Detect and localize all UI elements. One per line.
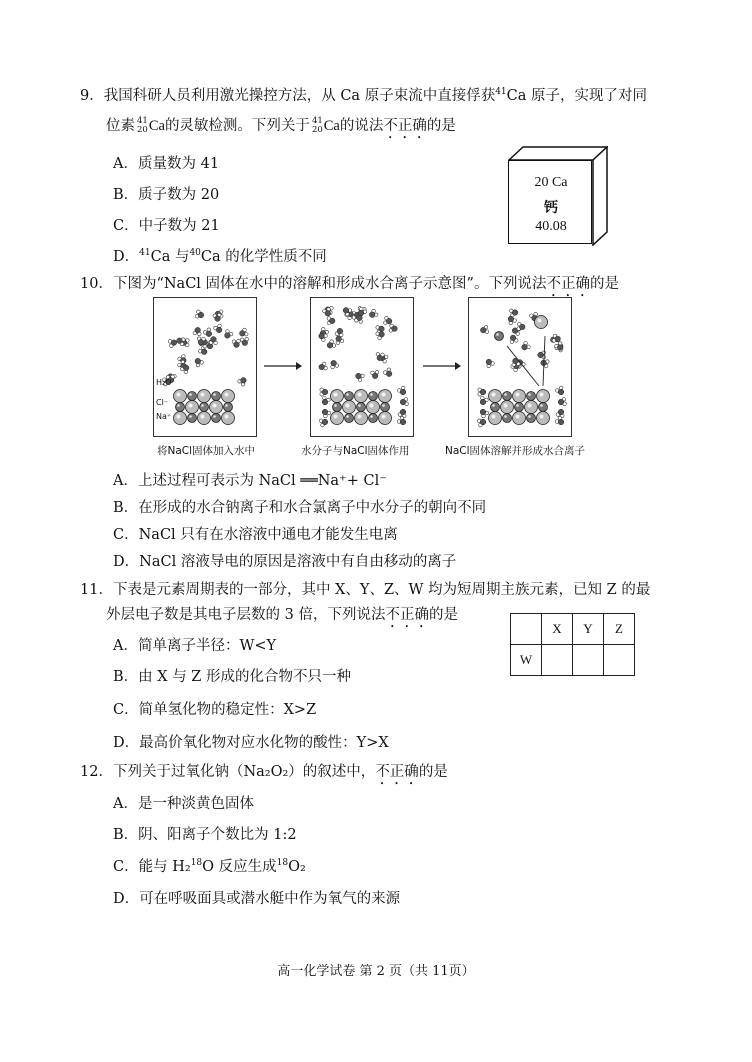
diagram-caption-1: 将NaCl固体加入水中 [157, 445, 256, 457]
ptable-cell [573, 645, 604, 676]
water-molecule [238, 377, 246, 386]
chloride-ion [513, 412, 526, 425]
water-molecule [371, 370, 379, 378]
q9-stem-part4: 的灵敏检测。下列关于 [164, 118, 310, 134]
q11-number: 11． [80, 582, 113, 598]
water-molecule [203, 328, 211, 337]
sodium-ion [345, 392, 354, 401]
chloride-ion [525, 401, 538, 414]
sodium-ion [188, 392, 197, 401]
water-molecule [384, 368, 392, 377]
ptable-cell [542, 645, 573, 676]
sodium-ion [333, 403, 342, 412]
chloride-ion [379, 390, 392, 403]
q11-option-d[interactable]: D．最高价氧化物对应水化物的酸性：Y>X [113, 735, 389, 751]
chloride-ion [501, 401, 514, 414]
q10-number: 10． [80, 276, 113, 292]
diagram-panel-2-molecules [311, 298, 412, 435]
element-card-name: 钙 [544, 200, 558, 216]
chloride-ion [367, 401, 380, 414]
chloride-ion [331, 412, 344, 425]
water-molecule [510, 309, 518, 317]
sodium-ion [503, 414, 512, 423]
q9-element-symbol-1: Ca [148, 118, 165, 134]
water-molecule [327, 340, 336, 348]
water-molecule [510, 335, 518, 343]
q9-number: 9． [80, 88, 104, 104]
chloride-ion [222, 390, 235, 403]
chloride-ion [331, 390, 344, 403]
q10-stem: 10．下图为“NaCl 固体在水中的溶解和形成水合离子示意图”。下列说法不正确的是 [80, 276, 619, 292]
q11-line2: 外层电子数是其电子层数的 3 倍，下列说法不正确的是 [106, 607, 458, 623]
q10-option-d[interactable]: D．NaCl 溶液导电的原因是溶液中有自由移动的离子 [113, 554, 457, 570]
water-molecule [486, 359, 494, 368]
water-molecule [556, 386, 564, 395]
q9-line1 [80, 84, 647, 105]
diagram-panel-2 [310, 297, 414, 437]
chloride-ion [174, 390, 187, 403]
sodium-ion [495, 332, 504, 341]
sodium-ion [369, 414, 378, 423]
q9-mass-superscript: 41 [495, 87, 507, 98]
water-molecule [232, 339, 240, 347]
water-molecule [327, 317, 335, 325]
q10-option-c[interactable]: C．NaCl 只有在水溶液中通电才能发生电离 [113, 527, 398, 543]
sodium-ion [212, 392, 221, 401]
chloride-ion [198, 390, 211, 403]
q10-emphasis: 不正确 [546, 276, 590, 292]
water-molecule [225, 330, 233, 339]
label-h2o: H₂O [156, 378, 172, 387]
q9-option-c[interactable]: C．中子数为 21 [113, 218, 220, 234]
diagram-arrow-1 [262, 360, 302, 372]
water-molecule [335, 328, 343, 336]
q12-stem: 12．下列关于过氧化钠（Na₂O₂）的叙述中，不正确的是 [80, 764, 448, 780]
sodium-ion [345, 414, 354, 423]
water-molecule [517, 322, 525, 330]
diagram-panel-1 [153, 297, 257, 437]
page-footer: 高一化学试卷 第 2 页（共 11页） [277, 964, 475, 979]
water-molecule [398, 386, 406, 395]
water-molecule [400, 397, 408, 405]
water-molecule [384, 316, 392, 324]
sodium-ion [357, 403, 366, 412]
chloride-ion [343, 401, 356, 414]
chloride-ion [379, 412, 392, 425]
diagram-caption-2: 水分子与NaCl固体作用 [301, 445, 410, 457]
q9-line2 [106, 114, 456, 142]
chloride-ion [355, 412, 368, 425]
element-card-front [508, 160, 592, 244]
water-molecule [389, 324, 397, 332]
sodium-ion [515, 403, 524, 412]
chloride-ion [489, 390, 502, 403]
water-molecule [480, 409, 488, 418]
label-na: Na⁺ [156, 412, 172, 421]
q12-option-b[interactable]: B．阴、阳离子个数比为 1:2 [113, 827, 297, 843]
q9-option-a[interactable]: A．质量数为 41 [113, 156, 220, 172]
chloride-ion [535, 316, 548, 329]
water-molecule [331, 360, 339, 368]
sodium-ion [527, 392, 536, 401]
water-molecule [168, 340, 176, 348]
q12-number: 12． [80, 764, 113, 780]
water-molecule [319, 419, 327, 427]
sodium-ion [224, 403, 233, 412]
water-molecule [369, 309, 378, 317]
ptable-cell-x: X [542, 614, 573, 645]
element-card-number-symbol: 20 Ca [534, 175, 568, 190]
sodium-ion [539, 403, 548, 412]
q9-stem-part5: 的说法 [339, 118, 384, 134]
diagram-panel-3 [468, 297, 572, 437]
label-cl: Cl⁻ [156, 398, 169, 407]
water-molecule [195, 310, 203, 318]
q9-stem-part6: 的是 [426, 118, 456, 134]
water-molecule [477, 419, 485, 427]
q11-option-a[interactable]: A．简单离子半径：W<Y [113, 638, 277, 654]
q9-isotope-notation-1: 41 20 [137, 116, 148, 135]
water-molecule [480, 325, 488, 333]
q12-emphasis: 不正确 [375, 764, 419, 780]
q9-element-symbol-2: Ca [323, 118, 340, 134]
ptable-cell-w: W [511, 645, 542, 676]
water-molecule [480, 396, 488, 405]
chloride-ion [186, 401, 199, 414]
chloride-ion [489, 412, 502, 425]
chloride-ion [537, 390, 550, 403]
water-molecule [478, 388, 486, 396]
q10-option-a[interactable]: A．上述过程可表示为 NaCl ══Na⁺+ Cl⁻ [113, 473, 387, 489]
water-molecule [558, 397, 566, 405]
water-molecule [214, 324, 222, 333]
element-card-calcium [508, 146, 608, 246]
q12-option-a[interactable]: A．是一种淡黄色固体 [113, 796, 254, 812]
water-molecule [240, 328, 249, 336]
sodium-ion [188, 414, 197, 423]
water-molecule [319, 362, 327, 370]
sodium-ion [503, 392, 512, 401]
chloride-ion [513, 390, 526, 403]
sodium-ion [212, 414, 221, 423]
water-molecule [209, 337, 217, 345]
sodium-ion [527, 414, 536, 423]
water-molecule [522, 342, 531, 350]
chloride-ion [222, 412, 235, 425]
water-molecule [322, 396, 330, 405]
q11-emphasis: 不正确 [385, 607, 429, 623]
q9-option-d[interactable]: D．$^{41}$Ca 与$^{40}$Ca 的化学性质不同 [113, 248, 327, 265]
q11-option-c[interactable]: C．简单氢化物的稳定性：X>Z [113, 702, 317, 718]
diagram-panel-3-molecules [469, 298, 570, 435]
diagram-arrow-2 [421, 360, 461, 372]
element-card-mass: 40.08 [535, 219, 567, 234]
q12-option-c[interactable]: C．能与 H₂$^{18}$O 反应生成$^{18}$O₂ [113, 858, 306, 875]
sodium-ion [176, 403, 185, 412]
ptable-cell-y: Y [573, 614, 604, 645]
chloride-ion [174, 412, 187, 425]
q9-option-b[interactable]: B．质子数为 20 [113, 187, 220, 203]
chloride-ion [537, 412, 550, 425]
ptable-cell [604, 645, 635, 676]
ptable-cell-z: Z [604, 614, 635, 645]
water-molecule [322, 409, 330, 418]
ptable-cell [511, 614, 542, 645]
sodium-ion [381, 403, 390, 412]
diagram-caption-3: NaCl固体溶解并形成水合离子 [445, 445, 586, 457]
q9-stem-part2: Ca 原子，实现了对同 [506, 88, 648, 104]
q12-option-d[interactable]: D．可在呼吸面具或潜水艇中作为氧气的来源 [113, 891, 401, 907]
sodium-ion [369, 392, 378, 401]
q11-line1: 11．下表是元素周期表的一部分，其中 X、Y、Z、W 均为短周期主族元素，已知 Z 的最 [80, 582, 651, 598]
sodium-ion [491, 403, 500, 412]
water-molecule [320, 388, 328, 396]
water-molecule [336, 336, 344, 345]
water-molecule [193, 327, 201, 335]
water-molecule [323, 308, 331, 317]
sodium-ion [200, 403, 209, 412]
q9-stem-part1: 我国科研人员利用激光操控方法，从 Ca 原子束流中直接俘获 [103, 88, 496, 104]
chloride-ion [355, 390, 368, 403]
q11-option-b[interactable]: B．由 X 与 Z 形成的化合物不只一种 [113, 669, 351, 685]
q10-option-b[interactable]: B．在形成的水合钠离子和水合氯离子中水分子的朝向不同 [113, 500, 487, 516]
q9-isotope-notation-2: 41 20 [311, 116, 323, 135]
water-molecule [195, 358, 203, 367]
chloride-ion [210, 401, 223, 414]
periodic-table-fragment [510, 613, 635, 676]
water-molecule [319, 333, 328, 341]
q9-emphasis: 不正确 [383, 118, 427, 134]
chloride-ion [198, 412, 211, 425]
q9-stem-part3: 位素 [106, 118, 135, 134]
water-molecule [356, 373, 365, 381]
water-molecule [240, 337, 248, 345]
water-molecule [541, 360, 549, 368]
water-molecule [508, 316, 516, 325]
water-molecule [376, 332, 385, 340]
